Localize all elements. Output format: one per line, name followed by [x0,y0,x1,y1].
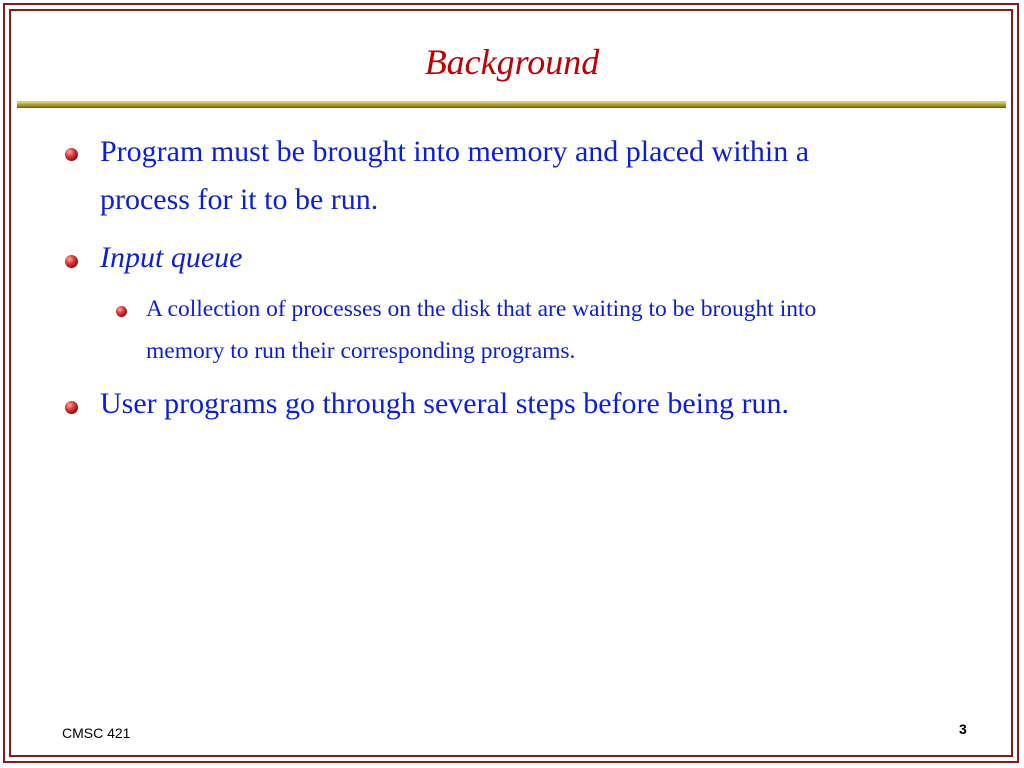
page-number: 3 [959,721,967,737]
footer-course-label: CMSC 421 [62,725,131,741]
slide-title: Background [424,42,600,82]
sub-bullet-icon [116,306,127,317]
bullet-icon [65,401,78,414]
bullet-line: Program must be brought into memory and placed within a [100,135,810,168]
bullet-text [100,234,242,282]
bullet-line: memory to run their corresponding programs. [146,338,576,364]
sub-bullet-text [146,288,816,372]
bullet-line: process for it to be run. [100,183,379,216]
bullet-line: A collection of processes on the disk that are waiting to be brought into [146,296,817,322]
bullet-text [100,128,809,224]
bullet-text [100,380,789,428]
bullet-icon [65,148,78,161]
bullet-line: User programs go through several steps before being run. [100,387,789,420]
bullet-icon [65,255,78,268]
bullet-line: Input queue [100,241,243,274]
